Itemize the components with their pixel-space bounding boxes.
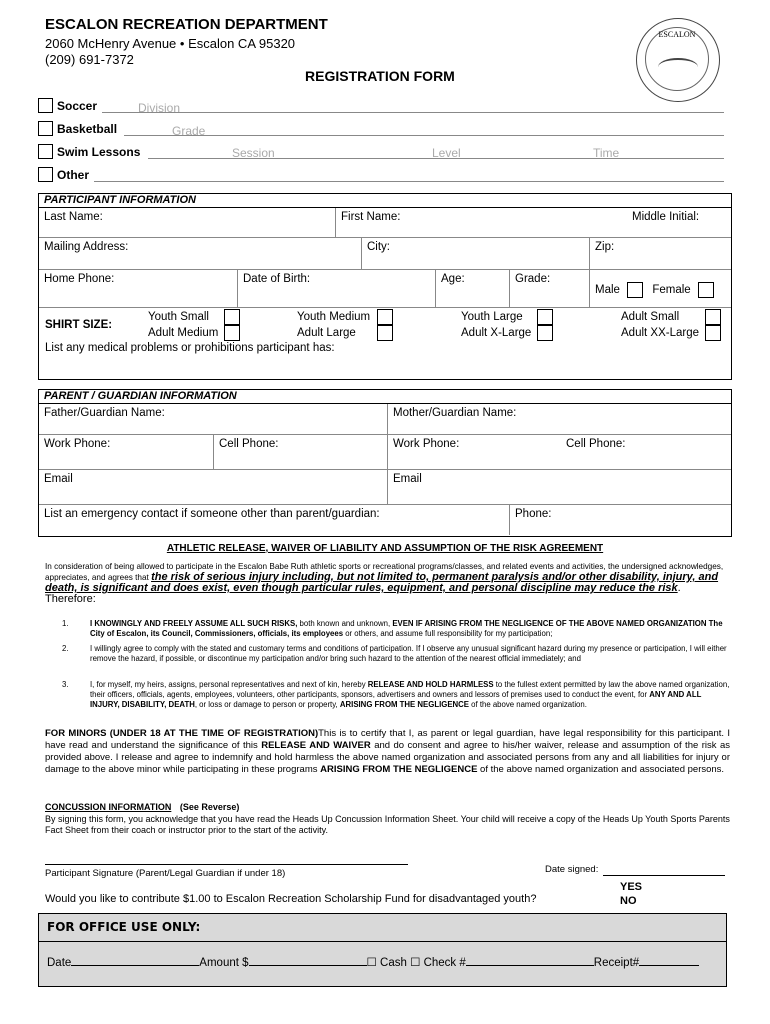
first-name-label: First Name:: [341, 211, 401, 223]
participant-heading: PARTICIPANT INFORMATION: [39, 194, 731, 208]
waiver-item-3-text-c: , or loss or damage to person or property,: [194, 700, 340, 709]
home-phone-field[interactable]: [39, 270, 237, 307]
name-row: [39, 208, 731, 238]
phone-row: [39, 270, 731, 308]
waiver-item-1-bold-2: EVEN IF ARISING FROM THE NEGLIGENCE OF THE ABOVE NAMED ORGANIZATION The City of Escalon, its Council, Commissioners, officials, its employees: [90, 619, 723, 638]
soccer-division-line[interactable]: [102, 112, 724, 113]
mother-cell-phone-field[interactable]: [561, 435, 731, 469]
youth-small-label: Youth Small: [148, 311, 209, 323]
female-checkbox[interactable]: [698, 282, 714, 298]
adult-large-label: Adult Large: [297, 327, 356, 339]
form-title: REGISTRATION FORM: [305, 68, 455, 84]
waiver-intro: [45, 561, 730, 605]
waiver-item-3-bold-2: ANY AND ALL INJURY, DISABILITY, DEATH: [90, 690, 702, 709]
waiver-item-1-text-a: both known and unknown,: [297, 619, 393, 628]
office-amount-label: Amount $: [199, 957, 249, 969]
department-name: ESCALON RECREATION DEPARTMENT: [45, 16, 328, 33]
minors-heading: FOR MINORS (UNDER 18 AT THE TIME OF REGISTRATION): [45, 728, 319, 739]
waiver-title: ATHLETIC RELEASE, WAIVER OF LIABILITY AND ASSUMPTION OF THE RISK AGREEMENT: [166, 543, 604, 554]
contribute-no[interactable]: NO: [620, 895, 637, 907]
minors-text-c: of the above named organization and associated persons.: [477, 764, 725, 775]
waiver-risk-statement: the risk of serious injury including, but not limited to, permanent paralysis and/or other disability, injury, and death, is significant and does exist, even though particular rules, equipment, and personal discipline may reduce the risk: [45, 571, 719, 594]
other-label: Other: [57, 167, 90, 182]
adult-large-checkbox[interactable]: [377, 325, 393, 341]
swim-level-hint: Level: [432, 146, 461, 160]
date-signed-label: Date signed:: [545, 864, 599, 875]
mother-name-label: Mother/Guardian Name:: [393, 407, 517, 419]
adult-medium-checkbox[interactable]: [224, 325, 240, 341]
male-label: Male: [595, 284, 620, 297]
swim-session-hint: Session: [232, 146, 275, 160]
office-use-heading: FOR OFFICE USE ONLY:: [39, 914, 726, 942]
father-email-field[interactable]: [39, 470, 387, 504]
office-receipt-line[interactable]: [639, 954, 699, 966]
shirt-size-row: [39, 308, 731, 342]
waiver-item-3-text-d: of the above named organization.: [468, 700, 587, 709]
grade-label: Grade:: [515, 273, 551, 285]
minors-text-a: This is to certify that I, as parent or legal guardian, have legal responsibility for this participant. I have read and understand the significance of this: [45, 728, 730, 751]
office-amount-line[interactable]: [249, 954, 367, 966]
guardian-section: [38, 389, 732, 537]
male-checkbox[interactable]: [627, 282, 643, 298]
basketball-grade-line[interactable]: [124, 135, 724, 136]
adult-xxlarge-label: Adult XX-Large: [621, 327, 699, 339]
minors-paragraph: [45, 728, 730, 776]
signature-label: Participant Signature (Parent/Legal Guardian if under 18): [45, 868, 286, 879]
female-label: Female: [652, 284, 691, 297]
mother-cell-phone-label: Cell Phone:: [566, 438, 626, 450]
other-option: [38, 167, 89, 182]
gender-field: [589, 270, 731, 307]
minors-text-b: and do consent and agree to his/her waiver, release and assumption of the risk as provided above. I release and agree to indemnify and hold harmless the above named organization and associated persons from any and all liabilities for injury or damage to the above minor while participating in these programs: [45, 740, 730, 775]
youth-large-checkbox[interactable]: [537, 309, 553, 325]
minors-release-waiver: RELEASE AND WAIVER: [261, 740, 371, 751]
waiver-item-2-text: I willingly agree to comply with the stated and customary terms and conditions of participation. If I observe any unusual significant hazard during my presence or participation, I will either remove the hazard, if possible, or discontinue my participation and/or bring such hazard to the attention of the nearest official immediately; and: [90, 644, 727, 663]
mother-email-field[interactable]: [387, 470, 731, 504]
waiver-item-1-bold: I KNOWINGLY AND FREELY ASSUME ALL SUCH RISKS,: [90, 619, 298, 628]
concussion-heading: CONCUSSION INFORMATION: [45, 802, 172, 812]
mother-work-phone-label: Work Phone:: [393, 438, 460, 450]
waiver-intro-text: In consideration of being allowed to participate in the Escalon Babe Ruth athletic sports or recreational programs/classes, and related events and activities, the undersigned acknowledges, appreciates, and agrees that: [45, 562, 724, 582]
contribute-yes[interactable]: YES: [620, 881, 643, 893]
signature-line[interactable]: [45, 864, 408, 865]
soccer-division-hint: Division: [138, 101, 181, 115]
soccer-label: Soccer: [57, 98, 98, 113]
department-phone: (209) 691-7372: [45, 52, 134, 67]
waiver-item-3-bold: RELEASE AND HOLD HARMLESS: [367, 680, 494, 689]
age-label: Age:: [441, 273, 465, 285]
basketball-label: Basketball: [57, 121, 118, 136]
office-use-box: [38, 913, 727, 987]
waiver-therefore: . Therefore:: [45, 582, 681, 605]
concussion-see-reverse: (See Reverse): [179, 802, 240, 812]
medical-row[interactable]: [39, 342, 731, 376]
swim-checkbox[interactable]: [38, 144, 53, 159]
age-field[interactable]: [435, 270, 509, 307]
first-name-field[interactable]: [335, 208, 627, 237]
basketball-grade-hint: Grade: [172, 124, 206, 138]
middle-initial-field[interactable]: [627, 208, 731, 237]
city-seal-logo: [636, 18, 720, 102]
department-address: 2060 McHenry Avenue • Escalon CA 95320: [45, 36, 296, 51]
contribute-question: Would you like to contribute $1.00 to Escalon Recreation Scholarship Fund for disadvantaged youth?: [45, 893, 537, 905]
soccer-checkbox[interactable]: [38, 98, 53, 113]
date-signed-line[interactable]: [603, 875, 725, 876]
mailing-address-field[interactable]: [39, 238, 361, 269]
mailing-address-label: Mailing Address:: [44, 241, 129, 253]
emergency-phone-label: Phone:: [515, 508, 552, 520]
youth-medium-label: Youth Medium: [297, 311, 371, 323]
city-field[interactable]: [361, 238, 589, 269]
mother-name-field[interactable]: [387, 404, 731, 434]
adult-small-checkbox[interactable]: [705, 309, 721, 325]
waiver-item-1-text-b: or others, and assume full responsibility for my participation;: [343, 629, 553, 638]
youth-large-label: Youth Large: [461, 311, 523, 323]
waiver-item-1: [62, 619, 730, 639]
youth-medium-checkbox[interactable]: [377, 309, 393, 325]
youth-small-checkbox[interactable]: [224, 309, 240, 325]
office-date-label: Date: [47, 957, 72, 969]
emergency-contact-label: List an emergency contact if someone other than parent/guardian:: [44, 508, 380, 520]
last-name-field[interactable]: [39, 208, 335, 237]
soccer-option: [38, 98, 97, 113]
mother-work-phone-field[interactable]: [387, 435, 561, 469]
father-name-field[interactable]: [39, 404, 387, 434]
home-phone-label: Home Phone:: [44, 273, 115, 285]
emergency-phone-field[interactable]: [509, 505, 731, 535]
waiver-item-3-number: 3.: [62, 680, 69, 689]
other-line[interactable]: [94, 181, 724, 182]
dob-field[interactable]: [237, 270, 435, 307]
middle-initial-label: Middle Initial:: [632, 211, 700, 223]
office-receipt-label: Receipt#: [593, 957, 640, 969]
father-work-phone-field[interactable]: [39, 435, 213, 469]
basketball-option: [38, 121, 117, 136]
seal-hills-graphic: [658, 58, 698, 76]
concussion-text: By signing this form, you acknowledge that you have read the Heads Up Concussion Information Sheet. Your child will receive a copy of the Heads Up Youth Sports Parents Fact Sheet from their coach or instructor prior to the start of the activity.: [45, 813, 730, 835]
mother-email-label: Email: [393, 473, 422, 485]
guardian-phone-row: [39, 435, 731, 470]
address-row: [39, 238, 731, 270]
other-checkbox[interactable]: [38, 167, 53, 182]
adult-xlarge-checkbox[interactable]: [537, 325, 553, 341]
last-name-label: Last Name:: [44, 211, 103, 223]
father-name-label: Father/Guardian Name:: [44, 407, 165, 419]
minors-negligence: ARISING FROM THE NEGLIGENCE: [320, 764, 478, 775]
adult-xxlarge-checkbox[interactable]: [705, 325, 721, 341]
swim-label: Swim Lessons: [57, 144, 141, 159]
office-check-line[interactable]: [466, 954, 594, 966]
father-cell-phone-field[interactable]: [213, 435, 387, 469]
adult-small-label: Adult Small: [621, 311, 680, 323]
dob-label: Date of Birth:: [243, 273, 311, 285]
shirt-size-label: SHIRT SIZE:: [45, 319, 113, 331]
waiver-item-3-bold-3: ARISING FROM THE NEGLIGENCE: [339, 700, 469, 709]
office-use-row: [39, 942, 726, 981]
city-label: City:: [367, 241, 390, 253]
waiver-item-3-text-a: I, for myself, my heirs, assigns, personal representatives and next of kin, hereby: [90, 680, 368, 689]
office-cash-check-label: ☐ Cash ☐ Check #: [366, 957, 466, 969]
waiver-item-2-number: 2.: [62, 644, 69, 653]
guardian-name-row: [39, 404, 731, 435]
swim-option: [38, 144, 140, 159]
swim-time-hint: Time: [593, 146, 620, 160]
office-date-line[interactable]: [71, 954, 199, 966]
waiver-item-3-text-b: to the fullest extent permitted by law the above named organization, their officers, officials, agents, employees, volunteers, other participants, sponsors, advertisers and owners and lessors of premises used to conduct the event, for: [90, 680, 730, 699]
adult-xlarge-label: Adult X-Large: [461, 327, 532, 339]
father-cell-phone-label: Cell Phone:: [219, 438, 279, 450]
father-work-phone-label: Work Phone:: [44, 438, 111, 450]
waiver-item-3: [62, 680, 730, 710]
seal-text: ESCALON: [658, 30, 696, 39]
father-email-label: Email: [44, 473, 73, 485]
guardian-heading: PARENT / GUARDIAN INFORMATION: [39, 390, 731, 404]
emergency-row: [39, 505, 731, 535]
basketball-checkbox[interactable]: [38, 121, 53, 136]
waiver-item-2: [62, 644, 730, 664]
zip-field[interactable]: [589, 238, 731, 269]
waiver-item-1-number: 1.: [62, 619, 69, 628]
grade-field[interactable]: [509, 270, 589, 307]
guardian-email-row: [39, 470, 731, 505]
medical-label: List any medical problems or prohibitions participant has:: [45, 342, 335, 354]
adult-medium-label: Adult Medium: [148, 327, 219, 339]
participant-section: [38, 193, 732, 380]
zip-label: Zip:: [595, 241, 615, 253]
concussion-section: [45, 802, 730, 837]
emergency-contact-field[interactable]: [39, 505, 509, 535]
